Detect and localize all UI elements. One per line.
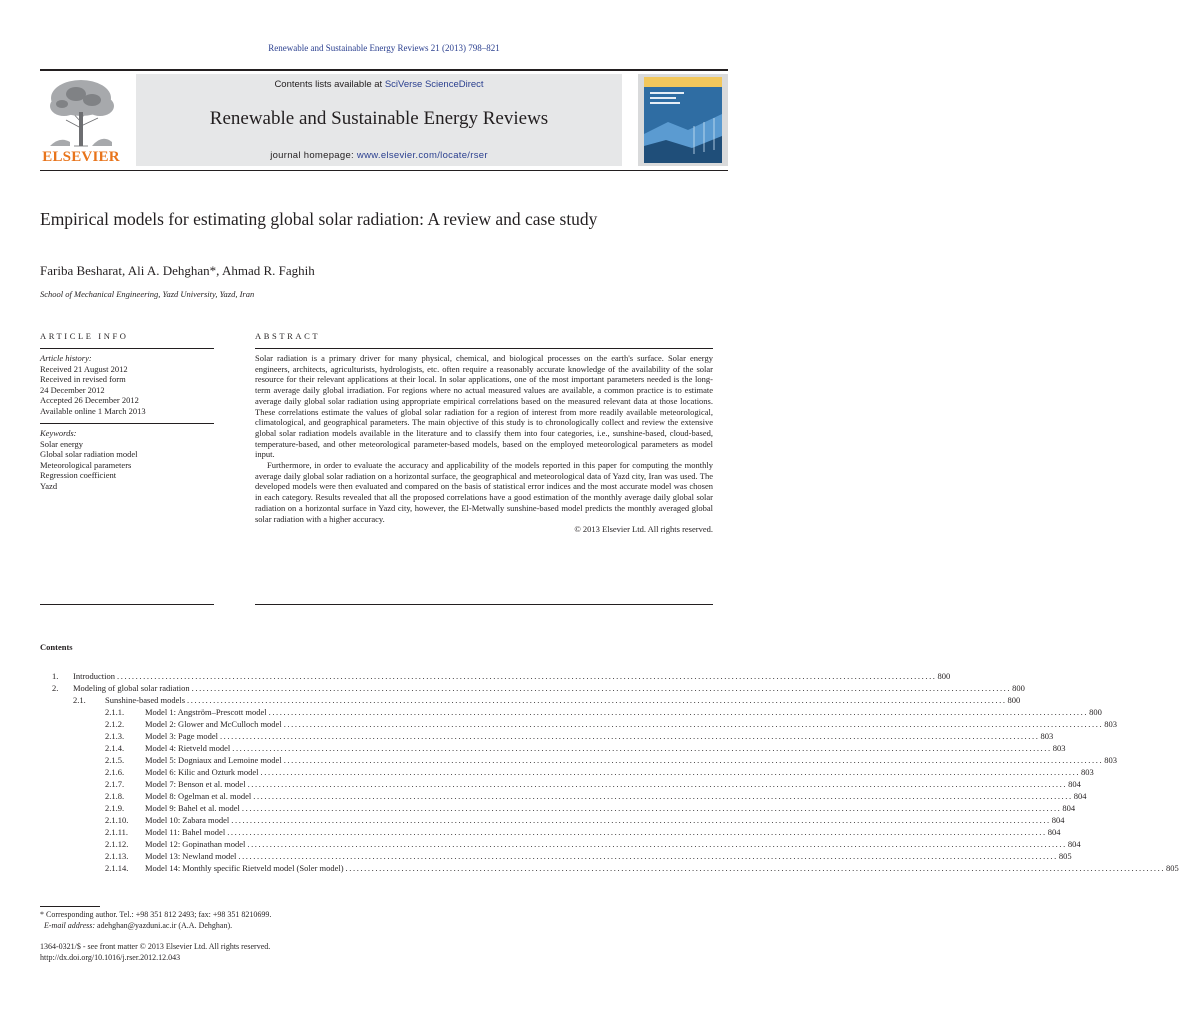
- toc-number: 2.1.9.: [105, 803, 125, 813]
- toc-page-number: 804: [1068, 779, 1081, 789]
- toc-title: Model 7: Benson et al. model: [145, 779, 246, 789]
- toc-entry[interactable]: [40, 682, 1025, 694]
- toc-leader-dots: ............................................................................................................................................................................................................................: [227, 827, 1047, 837]
- toc-leader-dots: ............................................................................................................................................................................................................................: [117, 671, 937, 681]
- toc-page-number: 805: [1058, 851, 1072, 861]
- email-link[interactable]: adehghan@yazduni.ac.ir (A.A. Dehghan).: [95, 921, 233, 930]
- article-info-mid-rule: [40, 423, 214, 424]
- toc-number: 2.1.12.: [105, 839, 129, 849]
- toc-title: Model 5: Dogniaux and Lemoine model: [145, 755, 282, 765]
- homepage-link[interactable]: www.elsevier.com/locate/rser: [356, 150, 488, 161]
- toc-leader-dots: ............................................................................................................................................................................................................................: [191, 683, 1012, 693]
- toc-leader-dots: ............................................................................................................................................................................................................................: [231, 815, 1051, 825]
- journal-cover-thumbnail[interactable]: [638, 74, 728, 166]
- keyword-item: Solar energy: [40, 438, 84, 449]
- toc-entry-line: [145, 850, 1072, 862]
- issn-line: 1364-0321/$ - see front matter © 2013 Elsevier Ltd. All rights reserved.: [40, 942, 271, 951]
- toc-title: Model 10: Zabara model: [145, 815, 230, 825]
- journal-citation[interactable]: Renewable and Sustainable Energy Reviews 21 (2013) 798–821: [268, 43, 500, 53]
- affiliation: School of Mechanical Engineering, Yazd University, Yazd, Iran: [40, 289, 255, 299]
- footnote-rule: [40, 906, 100, 907]
- toc-entry-line: [73, 682, 1025, 694]
- toc-entry[interactable]: [40, 790, 1087, 802]
- abstract-copyright: © 2013 Elsevier Ltd. All rights reserved.: [574, 524, 713, 535]
- toc-page-number: 803: [1104, 719, 1117, 729]
- toc-number: 2.1.7.: [105, 779, 125, 789]
- toc-number: 2.1.11.: [105, 827, 129, 837]
- toc-entry-line: [145, 742, 1066, 754]
- author-list[interactable]: Fariba Besharat, Ali A. Dehghan*, Ahmad R. Faghih: [40, 263, 315, 278]
- toc-entry-line: [145, 802, 1076, 814]
- toc-title: Model 3: Page model: [145, 731, 218, 741]
- corresponding-author-note: * Corresponding author. Tel.: +98 351 812 2493; fax: +98 351 8210699.: [40, 910, 272, 919]
- toc-number: 2.: [52, 683, 59, 693]
- toc-page-number: 804: [1047, 827, 1061, 837]
- toc-number: 2.1.4.: [105, 743, 125, 753]
- toc-page-number: 803: [1040, 731, 1054, 741]
- toc-title: Model 13: Newland model: [145, 851, 237, 861]
- toc-page-number: 800: [1089, 707, 1102, 717]
- toc-page-number: 803: [1081, 767, 1094, 777]
- toc-title: Model 6: Kilic and Ozturk model: [145, 767, 259, 777]
- toc-page-number: 804: [1073, 791, 1087, 801]
- toc-title: Introduction: [73, 671, 116, 681]
- toc-entry[interactable]: [40, 718, 1117, 730]
- header-rule-bottom: [40, 170, 728, 171]
- toc-leader-dots: ............................................................................................................................................................................................................................: [238, 851, 1058, 861]
- toc-page-number: 805: [1166, 863, 1179, 873]
- toc-title: Model 2: Glower and McCulloch model: [145, 719, 282, 729]
- article-title: Empirical models for estimating global solar radiation: A review and case study: [40, 209, 598, 229]
- toc-entry[interactable]: [40, 814, 1065, 826]
- toc-title: Sunshine-based models: [105, 695, 186, 705]
- toc-entry[interactable]: [40, 802, 1076, 814]
- history-label: Article history:: [40, 353, 92, 363]
- history-line: Accepted 26 December 2012: [40, 395, 139, 406]
- toc-entry[interactable]: [40, 742, 1066, 754]
- toc-title: Modeling of global solar radiation: [73, 683, 190, 693]
- toc-number: 1.: [52, 671, 59, 681]
- toc-leader-dots: ............................................................................................................................................................................................................................: [241, 803, 1062, 813]
- header-rule: [40, 69, 728, 71]
- toc-leader-dots: ............................................................................................................................................................................................................................: [187, 695, 1007, 705]
- article-info-heading: ARTICLE INFO: [40, 331, 129, 341]
- toc-entry-line: [145, 766, 1094, 778]
- toc-leader-dots: ............................................................................................................................................................................................................................: [268, 707, 1089, 717]
- toc-title: Model 4: Rietveld model: [145, 743, 231, 753]
- toc-entry-line: [105, 694, 1021, 706]
- toc-title: Model 14: Monthly specific Rietveld model (Soler model): [145, 863, 344, 873]
- journal-cover-icon: [638, 74, 728, 166]
- toc-number: 2.1.6.: [105, 767, 125, 777]
- article-history: [40, 353, 214, 417]
- toc-entry-line: [145, 778, 1081, 790]
- keywords-label: Keywords:: [40, 428, 77, 438]
- journal-homepage-line: [136, 150, 622, 161]
- toc-number: 2.1.1.: [105, 707, 125, 717]
- elsevier-wordmark: ELSEVIER: [42, 149, 120, 165]
- doi-link[interactable]: http://dx.doi.org/10.1016/j.rser.2012.12.043: [40, 953, 181, 962]
- abstract-bottom-rule: [255, 604, 713, 605]
- toc-entry[interactable]: [40, 826, 1061, 838]
- article-info-top-rule: [40, 348, 214, 349]
- abstract-top-rule: [255, 348, 713, 349]
- abstract-heading: ABSTRACT: [255, 331, 321, 341]
- toc-entry[interactable]: [40, 766, 1094, 778]
- toc-number: 2.1.3.: [105, 731, 125, 741]
- article-info-bottom-rule: [40, 604, 214, 605]
- toc-title: Model 8: Ogelman et al. model: [145, 791, 252, 801]
- toc-number: 2.1.2.: [105, 719, 125, 729]
- toc-page-number: 804: [1051, 815, 1065, 825]
- journal-name: Renewable and Sustainable Energy Reviews: [209, 108, 549, 129]
- abstract-paragraph: Furthermore, in order to evaluate the accuracy and applicability of the models reported in this paper for computing the monthly average daily global solar radiation on a horizontal surface, the geographical and meteorological data of Yazd city, Iran was used. The developed models were then evaluated and compared on the basis of statistical error indices and the most accurate model was chosen in each category. Results revealed that all the proposed correlations have a good estimation of the monthly average daily global solar radiation on a horizontal surface in Yazd city, however, the El-Metwally sunshine-based model predicts the monthly averaged global solar radiation with a higher accuracy.: [255, 460, 713, 524]
- toc-entry[interactable]: [40, 838, 1081, 850]
- toc-entry[interactable]: [40, 754, 1117, 766]
- toc-entry-line: [73, 670, 951, 682]
- journal-banner: [136, 74, 622, 166]
- toc-page-number: 803: [1052, 743, 1066, 753]
- toc-page-number: 804: [1062, 803, 1076, 813]
- toc-entry[interactable]: [40, 670, 951, 682]
- toc-leader-dots: ............................................................................................................................................................................................................................: [253, 791, 1073, 801]
- abstract-paragraph: Solar radiation is a primary driver for many physical, chemical, and biological processes on the earth's surface. Solar energy engineers, architects, agriculturists, hydrologists, etc. often require a reasonably accurate knowledge of the availability of the solar resource for their relevant applications at their local. In solar applications, one of the most important parameters needed is the long-term average daily global irradiation. For regions where no actual measured values are available, a common practice is to estimate average daily global solar radiation using appropriate empirical correlations based on the measured relevant data at those locations. These correlations estimate the values of global solar radiation for a region of interest from more readily available meteorological, climatological, and geographical parameters. The main objective of this study is to chronologically collect and review the extensive global solar radiation models available in the literature and to classify them into four categories, i.e., sunshine-based, cloud-based, temperature-based, and other meteorological parameter-based models, based on the employed meteorological parameters as model input.: [255, 353, 713, 460]
- abstract-body: [255, 353, 713, 535]
- toc-number: 2.1.5.: [105, 755, 125, 765]
- keywords: [40, 428, 214, 492]
- homepage-prefix: journal homepage:: [270, 150, 357, 161]
- contents-available-line: [136, 79, 622, 90]
- toc-number: 2.1.: [73, 695, 86, 705]
- sciencedirect-link[interactable]: SciVerse ScienceDirect: [384, 79, 484, 90]
- history-line: Received in revised form: [40, 374, 126, 385]
- toc-entry[interactable]: [40, 850, 1072, 862]
- keyword-item: Regression coefficient: [40, 470, 117, 481]
- toc-entry[interactable]: [40, 862, 1179, 874]
- toc-page-number: 800: [937, 671, 951, 681]
- toc-leader-dots: ............................................................................................................................................................................................................................: [345, 863, 1166, 873]
- toc-entry-line: [145, 718, 1117, 730]
- email-note: [40, 920, 271, 931]
- toc-number: 2.1.14.: [105, 863, 129, 873]
- toc-leader-dots: ............................................................................................................................................................................................................................: [232, 743, 1052, 753]
- toc-title: Model 1: Angström–Prescott model: [145, 707, 267, 717]
- toc-title: Model 12: Gopinathan model: [145, 839, 246, 849]
- toc-title: Model 11: Bahel model: [145, 827, 226, 837]
- toc-page-number: 803: [1104, 755, 1117, 765]
- toc-entry-line: [145, 862, 1179, 874]
- contents-heading: Contents: [40, 642, 73, 652]
- keyword-item: Meteorological parameters: [40, 459, 132, 470]
- toc-leader-dots: ............................................................................................................................................................................................................................: [283, 719, 1104, 729]
- toc-entry-line: [145, 814, 1065, 826]
- toc-page-number: 804: [1067, 839, 1081, 849]
- elsevier-logo[interactable]: [40, 76, 122, 166]
- toc-entry-line: [145, 754, 1117, 766]
- toc-number: 2.1.10.: [105, 815, 129, 825]
- toc-leader-dots: ............................................................................................................................................................................................................................: [247, 779, 1068, 789]
- email-label: E-mail address:: [44, 921, 96, 930]
- toc-entry-line: [145, 826, 1061, 838]
- table-of-contents: [40, 670, 1179, 874]
- toc-entry-line: [145, 706, 1102, 718]
- toc-title: Model 9: Bahel et al. model: [145, 803, 240, 813]
- toc-entry[interactable]: [40, 730, 1054, 742]
- toc-entry[interactable]: [40, 694, 1021, 706]
- keyword-item: Yazd: [40, 480, 58, 491]
- toc-leader-dots: ............................................................................................................................................................................................................................: [260, 767, 1081, 777]
- toc-entry-line: [145, 838, 1081, 850]
- toc-page-number: 800: [1012, 683, 1025, 693]
- toc-leader-dots: ............................................................................................................................................................................................................................: [283, 755, 1104, 765]
- toc-entry-line: [145, 730, 1054, 742]
- history-line: Received 21 August 2012: [40, 363, 128, 374]
- toc-entry[interactable]: [40, 706, 1102, 718]
- toc-number: 2.1.8.: [105, 791, 125, 801]
- elsevier-tree-icon: [40, 76, 122, 148]
- toc-leader-dots: ............................................................................................................................................................................................................................: [247, 839, 1067, 849]
- contents-prefix: Contents lists available at: [274, 79, 385, 90]
- keyword-item: Global solar radiation model: [40, 449, 138, 460]
- history-line: 24 December 2012: [40, 384, 105, 395]
- toc-entry[interactable]: [40, 778, 1081, 790]
- toc-page-number: 800: [1007, 695, 1021, 705]
- toc-number: 2.1.13.: [105, 851, 129, 861]
- issn-block: [40, 941, 270, 963]
- toc-entry-line: [145, 790, 1087, 802]
- history-line: Available online 1 March 2013: [40, 405, 146, 416]
- footnotes: [40, 909, 271, 931]
- toc-leader-dots: ............................................................................................................................................................................................................................: [219, 731, 1040, 741]
